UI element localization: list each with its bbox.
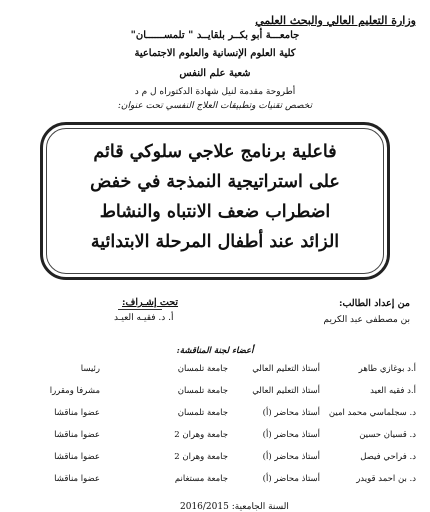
supervisor-name: أ. د. فقيـه العيـد bbox=[114, 313, 174, 323]
title-line-4: الزائد عند أطفال المرحلة الابتدائية bbox=[90, 232, 340, 252]
department-name: شعبة علم النفس bbox=[179, 68, 251, 79]
supervisor-divider bbox=[118, 309, 162, 310]
committee-row bbox=[0, 430, 430, 448]
member-name: أ.د بوغازي طاهر bbox=[358, 364, 416, 374]
supervisor-label: تحت إشـراف: bbox=[122, 297, 179, 308]
member-role: رئيسا bbox=[80, 364, 100, 374]
member-name: د. بن احمد قويدر bbox=[356, 474, 416, 484]
committee-title: أعضاء لجنة المناقشة: bbox=[176, 346, 254, 356]
member-university: جامعة مستغانم bbox=[174, 474, 228, 484]
thesis-type: أطروحة مقدمة لنيل شهادة الدكتوراه ل م د bbox=[134, 87, 296, 97]
member-university: جامعة تلمسان bbox=[177, 408, 228, 418]
member-university: جامعة وهران 2 bbox=[174, 452, 228, 462]
member-role: مشرفا ومقررا bbox=[49, 386, 100, 396]
committee-row bbox=[0, 408, 430, 426]
member-university: جامعة وهران 2 bbox=[174, 430, 228, 440]
member-university: جامعة تلمسان bbox=[177, 386, 228, 396]
member-role: عضوا مناقشا bbox=[54, 474, 100, 484]
member-university: جامعة تلمسان bbox=[177, 364, 228, 374]
committee-row bbox=[0, 452, 430, 470]
member-name: أ.د فقيه العيد bbox=[370, 386, 416, 396]
title-line-3: اضطراب ضعف الانتباه والنشاط bbox=[99, 202, 331, 222]
committee-row bbox=[0, 364, 430, 382]
member-rank: أستاذ محاضر (أ) bbox=[262, 430, 320, 440]
member-role: عضوا مناقشا bbox=[54, 430, 100, 440]
member-rank: أستاذ محاضر (أ) bbox=[262, 452, 320, 462]
title-line-2: على استراتيجية النمذجة في خفض bbox=[90, 172, 340, 192]
member-rank: أستاذ التعليم العالي bbox=[252, 364, 320, 374]
member-name: د. فراحي فيصل bbox=[360, 452, 416, 462]
thesis-title bbox=[48, 137, 382, 257]
title-line-1: فاعلية برنامج علاجي سلوكي قائم bbox=[93, 142, 337, 162]
academic-year: السنة الجامعية: 2016/2015 bbox=[180, 502, 289, 512]
committee-row bbox=[0, 474, 430, 492]
university-name: جامعـــة أبو بكــر بلقايــد " تلمســــــان" bbox=[130, 30, 300, 41]
committee-row bbox=[0, 386, 430, 404]
member-rank: أستاذ محاضر (أ) bbox=[262, 474, 320, 484]
member-role: عضوا مناقشا bbox=[54, 408, 100, 418]
specialization: تخصص تقنيات وتطبيقات العلاج النفسي تحت عنوان: bbox=[117, 101, 313, 111]
member-role: عضوا مناقشا bbox=[54, 452, 100, 462]
member-name: د. سجلماسي محمد امين bbox=[328, 408, 416, 418]
member-rank: أستاذ محاضر (أ) bbox=[262, 408, 320, 418]
student-label: من إعداد الطالب: bbox=[338, 298, 410, 309]
member-rank: أستاذ التعليم العالي bbox=[252, 386, 320, 396]
member-name: د. قسيان حسين bbox=[359, 430, 416, 440]
ministry-heading: وزارة التعليم العالي والبحث العلمي bbox=[255, 14, 416, 27]
faculty-name: كلية العلوم الإنسانية والعلوم الاجتماعية bbox=[134, 48, 296, 59]
student-name: بن مصطفى عبد الكريم bbox=[323, 315, 410, 325]
